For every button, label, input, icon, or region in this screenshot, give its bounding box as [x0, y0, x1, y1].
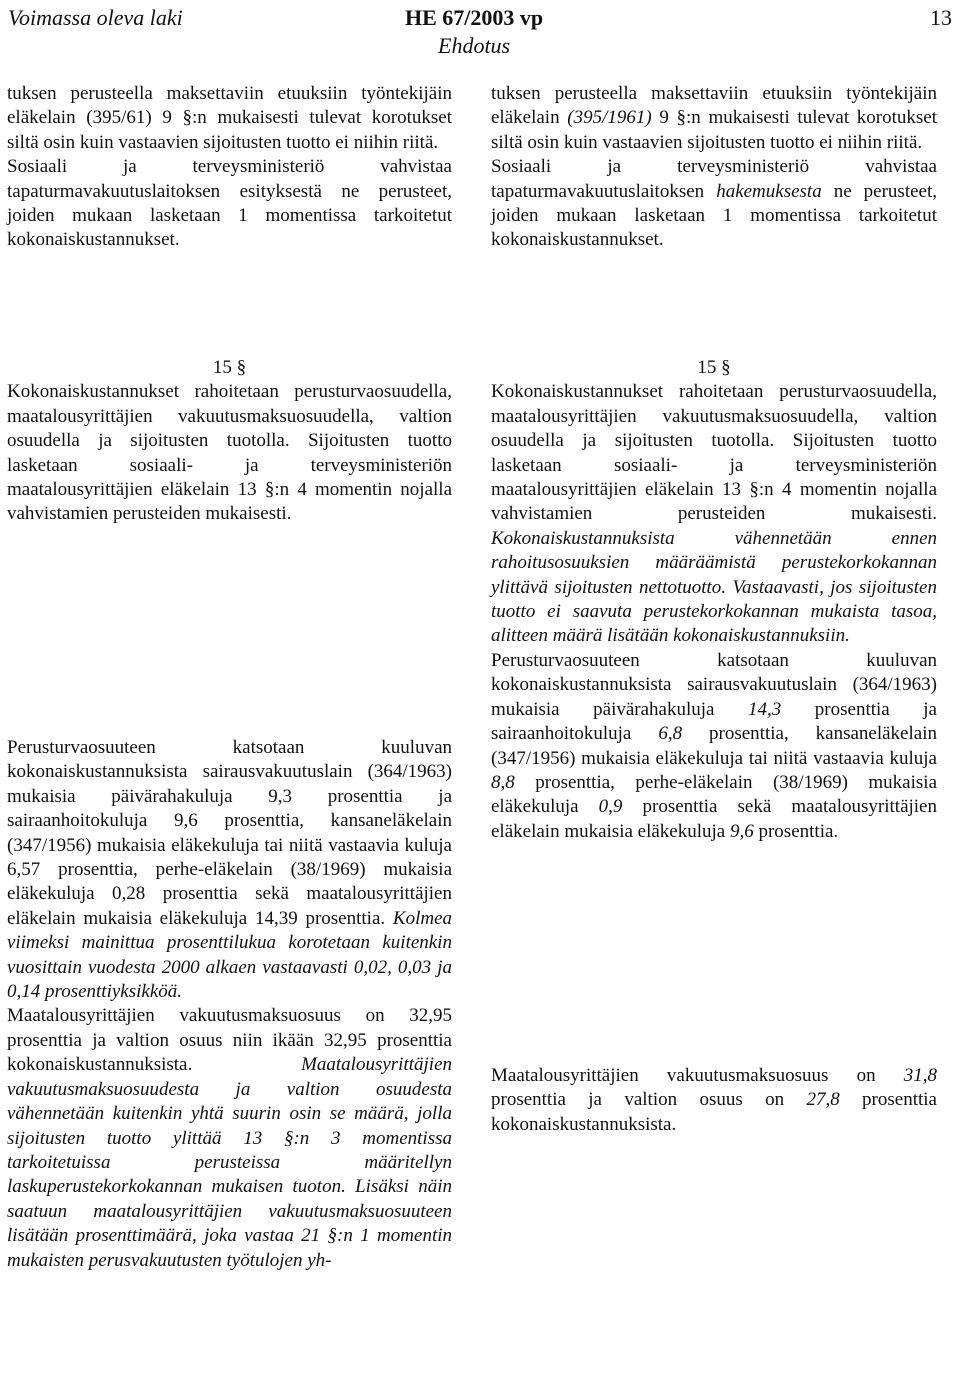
text-run: prosenttia. [753, 820, 839, 842]
changed-text: 9,6 [729, 820, 754, 842]
paragraph: Sosiaali ja terveysministeriö vahvistaa tapaturmavakuutuslaitoksen esityksestä ne perusteet, joiden mukaan lasketaan 1 momentissa tarkoitetut kokonaiskustannukset. [7, 156, 452, 251]
text-run-italic: Kolmea viimeksi mainittua prosenttilukua korotetaan kuitenkin vuosittain vuodesta 2000 alkaen vastaavasti 0,02, 0,03 ja 0,14 prosenttiyksikköä. [7, 907, 452, 1003]
paragraph [491, 82, 937, 155]
changed-text: 31,8 [903, 1065, 937, 1086]
paragraph [491, 155, 937, 253]
text-run: Kokonaiskustannukset rahoitetaan perusturvaosuudella, maatalousyrittäjien vakuutusmaksuosuudella, valtion osuudella ja sijoitusten tuotolla. Sijoitusten tuotto lasketaan sosiaali- ja terveysministeriön maatalousyrittäjien eläkelain 13 §:n 4 momentin nojalla vahvistamien perusteiden mukaisesti. [491, 381, 937, 525]
text-run: Maatalousyrittäjien vakuutusmaksuosuus on [491, 1065, 904, 1086]
proposal-section-15 [491, 356, 937, 844]
paragraph: tuksen perusteella maksettaviin etuuksiin työntekijäin eläkelain (395/61) 9 §:n mukaisesti tulevat korotukset siltä osin kuin vastaavien sijoitusten tuotto ei niihin riitä. [7, 83, 452, 153]
paragraph [7, 736, 452, 1004]
changed-text: Kokonaiskustannuksista vähennetään ennen rahoitusosuuksien määräämistä perustekorkokannan ylittävä sijoitusten nettotuotto. Vastaavasti, jos sijoitusten tuotto ei saavuta perustekorkokannan mukaista tasoa, alitteen määrä lisätään kokonaiskustannuksiin. [491, 527, 937, 647]
changed-text: (395/1961) [567, 107, 652, 129]
changed-text: 6,8 [658, 723, 683, 745]
text-run: prosenttia, kansaneläkelain (347/1956) mukaisia eläkekuluja tai niitä vastaavia kuluja [491, 723, 937, 769]
text-run: prosenttia sekä maatalousyrittäjien eläkelain mukaisia eläkekuluja [491, 796, 937, 842]
changed-text: 0,9 [598, 796, 623, 818]
section-heading: 15 § [697, 357, 731, 378]
changed-text: hakemuksesta [716, 180, 822, 202]
proposal-insurance-shares [491, 1064, 937, 1137]
changed-text: 14,3 [748, 698, 782, 720]
text-run: Perusturvaosuuteen katsotaan kuuluvan kokonaiskustannuksista sairausvakuutuslain (364/1963) mukaisia päivärahakuluja 9,3 prosenttia ja sairaanhoitokuluja 9,6 prosenttia, kansaneläkelain (347/1956) mukaisia eläkekuluja tai niitä vastaavia kuluja 6,57 prosenttia, perhe-eläkelain (38/1969) mukaisia eläkekuluja 0,28 prosenttia sekä maatalousyrittäjien eläkelain mukaisia eläkekuluja 14,39 prosenttia. [7, 737, 452, 929]
text-run: prosenttia, perhe-eläkelain (38/1969) mukaisia eläkekuluja [491, 771, 937, 818]
header-proposal-label: Ehdotus [438, 33, 511, 58]
text-run: Maatalousyrittäjien vakuutusmaksuosuus on 32,95 prosenttia ja valtion osuus niin ikään 32,95 prosenttia kokonaiskustannuksista. [7, 1005, 452, 1076]
text-run: prosenttia kokonaiskustannuksista. [491, 1089, 937, 1135]
text-run: ne perusteet, joiden mukaan lasketaan 1 momentissa tarkoitetut kokonaiskustannukset. [491, 180, 938, 251]
text-run: 9 §:n mukaisesti tulevat korotukset siltä osin kuin vastaavien sijoitusten tuotto ei niihin riitä. [491, 107, 937, 153]
text-run: prosenttia ja valtion osuus on [491, 1089, 807, 1111]
paragraph [491, 649, 937, 844]
text-run: Perusturvaosuuteen katsotaan kuuluvan kokonaiskustannuksista sairausvakuutuslain (364/1963) mukaisia päivärahakuluja [491, 649, 937, 720]
paragraph [7, 1004, 452, 1272]
text-run: Sosiaali ja terveysministeriö vahvistaa tapaturmavakuutuslaitoksen [491, 156, 937, 202]
document-title: HE 67/2003 vp [405, 5, 544, 30]
proposal-column [491, 82, 937, 253]
current-law-section-15 [7, 356, 452, 527]
paragraph: Kokonaiskustannukset rahoitetaan perusturvaosuudella, maatalousyrittäjien vakuutusmaksuosuudella, valtion osuudella ja sijoitusten tuotolla. Sijoitusten tuotto lasketaan sosiaali- ja terveysministeriön maatalousyrittäjien eläkelain 13 §:n 4 momentin nojalla vahvistamien perusteiden mukaisesti. [7, 381, 452, 525]
text-run: tuksen perusteella maksettaviin etuuksiin työntekijäin eläkelain [491, 83, 937, 129]
changed-text: 27,8 [806, 1089, 840, 1111]
paragraph [491, 380, 937, 648]
changed-text: 8,8 [491, 771, 515, 793]
paragraph [491, 1064, 937, 1137]
current-law-continued [7, 736, 452, 1273]
current-law-column [7, 82, 452, 253]
text-run-italic: Maatalousyrittäjien vakuutusmaksuosuudesta ja valtion osuudesta vähennetään kuitenkin yhtä suurin osin se määrä, jolla sijoitusten tuotto ylittää 13 §:n 3 momentissa tarkoitetuissa perusteissa määritellyn laskuperustekorkokannan mukaisen tuoton. Lisäksi näin saatuun maatalousyrittäjien vakuutusmaksuosuuteen lisätään prosenttimäärä, joka vastaa 21 §:n 1 momentin mukaisten perusvakuutusten työtulojen yh- [7, 1054, 452, 1271]
header-law-status: Voimassa oleva laki [8, 5, 183, 30]
header-document-id [405, 4, 543, 60]
text-run: prosenttia ja sairaanhoitokuluja [491, 698, 937, 745]
section-heading: 15 § [212, 357, 247, 378]
page-number: 13 [930, 5, 952, 30]
